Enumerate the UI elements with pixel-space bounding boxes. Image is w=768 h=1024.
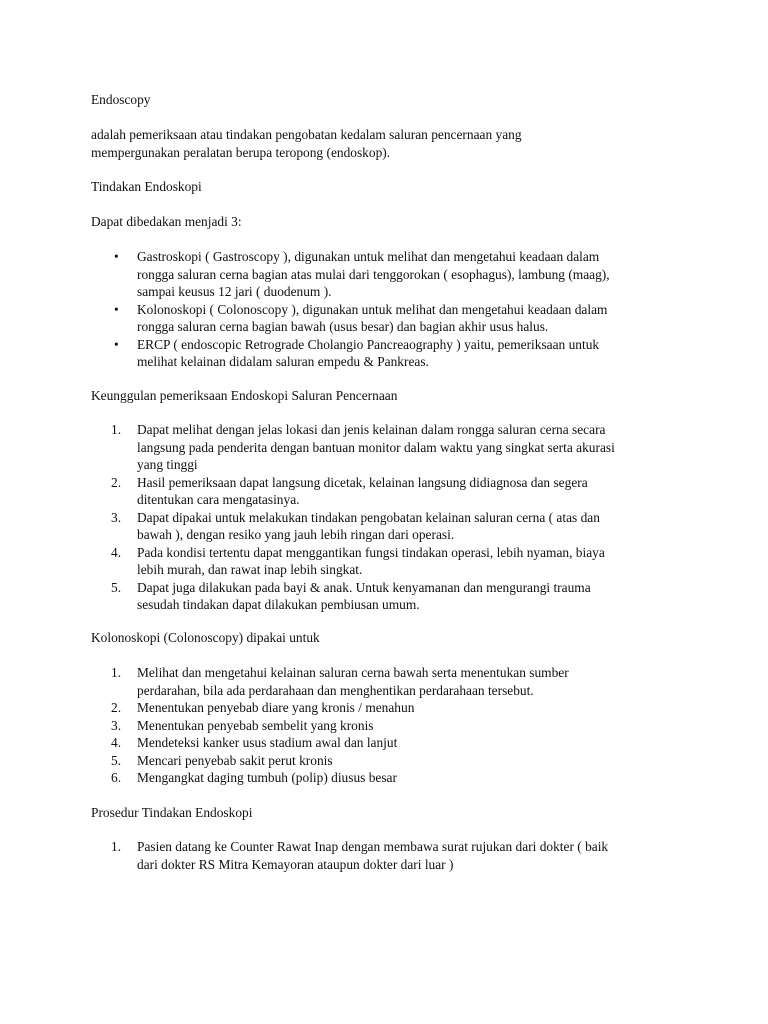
item-line: perdarahan, bila ada perdarahaan dan menghentikan perdarahaan tersebut. [137, 682, 534, 698]
list-number: 1. [111, 665, 122, 680]
item-line: dari dokter RS Mitra Kemayoran ataupun dokter dari luar ) [137, 856, 454, 872]
bullet-marker: • [114, 336, 119, 352]
list-number: 3. [111, 717, 122, 733]
item-line: Dapat juga dilakukan pada bayi & anak. Untuk kenyamanan dan mengurangi trauma [137, 579, 591, 595]
list-item [0, 301, 682, 336]
list-number: 1. [111, 839, 122, 854]
list-number: 2. [111, 700, 122, 715]
section-heading: Prosedur Tindakan Endoskopi [91, 805, 253, 820]
item-line: Dapat melihat dengan jelas lokasi dan jenis kelainan dalam rongga saluran cerna secara [137, 422, 606, 437]
item-line: langsung pada penderita dengan bantuan monitor dalam waktu yang singkat serta akurasi [137, 439, 615, 455]
item-line: Mengangkat daging tumbuh (polip) diusus besar [137, 770, 397, 785]
item-line: Pasien datang ke Counter Rawat Inap dengan membawa surat rujukan dari dokter ( baik [137, 839, 609, 854]
list-item [0, 509, 682, 544]
item-line: lebih murah, dan rawat inap lebih singkat. [137, 562, 363, 577]
list-number: 4. [111, 544, 122, 560]
document-title: Endoscopy [91, 92, 151, 107]
item-line: Mencari penyebab sakit perut kronis [137, 752, 333, 768]
item-line: Hasil pemeriksaan dapat langsung dicetak, kelainan langsung didiagnosa dan segera [137, 474, 588, 490]
item-line: Menentukan penyebab diare yang kronis / menahun [137, 700, 415, 715]
list-item [0, 579, 682, 614]
item-line: melihat kelainan didalam saluran empedu & Pankreas. [137, 354, 429, 369]
item-line: bawah ), dengan resiko yang jauh lebih ringan dari operasi. [137, 527, 455, 542]
list-item [0, 664, 682, 699]
item-line: rongga saluran cerna bagian bawah (usus besar) dan bagian akhir usus halus. [137, 319, 549, 334]
list-number: 6. [111, 770, 122, 785]
list-number: 4. [111, 735, 122, 750]
item-line: Gastroskopi ( Gastroscopy ), digunakan untuk melihat dan mengetahui keadaan dalam [137, 249, 600, 264]
item-line: yang tinggi [137, 457, 198, 472]
numbered-list [0, 421, 768, 614]
section-subheading: Dapat dibedakan menjadi 3: [91, 214, 242, 229]
numbered-list [0, 664, 768, 787]
list-item [0, 544, 682, 579]
bullet-list [0, 248, 768, 371]
item-line: ERCP ( endoscopic Retrograde Cholangio Pancreaography ) yaitu, pemeriksaan untuk [137, 336, 600, 352]
item-line: Melihat dan mengetahui kelainan saluran cerna bawah serta menentukan sumber [137, 665, 569, 680]
list-number: 5. [111, 579, 122, 595]
item-line: Mendeteksi kanker usus stadium awal dan lanjut [137, 735, 398, 750]
list-item [0, 336, 682, 371]
intro-line: mempergunakan peralatan berupa teropong (endoskop). [91, 144, 391, 160]
item-line: Pada kondisi tertentu dapat menggantikan fungsi tindakan operasi, lebih nyaman, biaya [137, 544, 605, 560]
section-heading: Keunggulan pemeriksaan Endoskopi Saluran Pencernaan [91, 388, 398, 403]
list-item [0, 838, 682, 873]
bullet-marker: • [114, 249, 119, 264]
intro-paragraph [91, 126, 691, 161]
list-item [0, 699, 682, 717]
item-line: sampai keusus 12 jari ( duodenum ). [137, 284, 332, 299]
list-item [0, 421, 682, 474]
item-line: ditentukan cara mengatasinya. [137, 492, 300, 507]
list-item [0, 752, 682, 770]
item-line: Dapat dipakai untuk melakukan tindakan pengobatan kelainan saluran cerna ( atas dan [137, 509, 600, 525]
list-number: 5. [111, 752, 122, 768]
item-line: Menentukan penyebab sembelit yang kronis [137, 717, 374, 733]
bullet-marker: • [114, 301, 119, 317]
list-number: 1. [111, 422, 122, 437]
list-item [0, 474, 682, 509]
item-line: sesudah tindakan dapat dilakukan pembiusan umum. [137, 597, 420, 612]
list-item [0, 717, 682, 735]
list-item [0, 248, 682, 301]
list-number: 2. [111, 474, 122, 490]
list-number: 3. [111, 509, 122, 525]
section-heading: Kolonoskopi (Colonoscopy) dipakai untuk [91, 630, 320, 645]
intro-line: adalah pemeriksaan atau tindakan pengobatan kedalam saluran pencernaan yang [91, 127, 522, 142]
section-heading: Tindakan Endoskopi [91, 179, 202, 194]
list-item [0, 769, 682, 787]
item-line: rongga saluran cerna bagian atas mulai dari tenggorokan ( esophagus), lambung (maag), [137, 266, 610, 282]
numbered-list [0, 838, 768, 873]
item-line: Kolonoskopi ( Colonoscopy ), digunakan untuk melihat dan mengetahui keadaan dalam [137, 301, 608, 317]
list-item [0, 734, 682, 752]
